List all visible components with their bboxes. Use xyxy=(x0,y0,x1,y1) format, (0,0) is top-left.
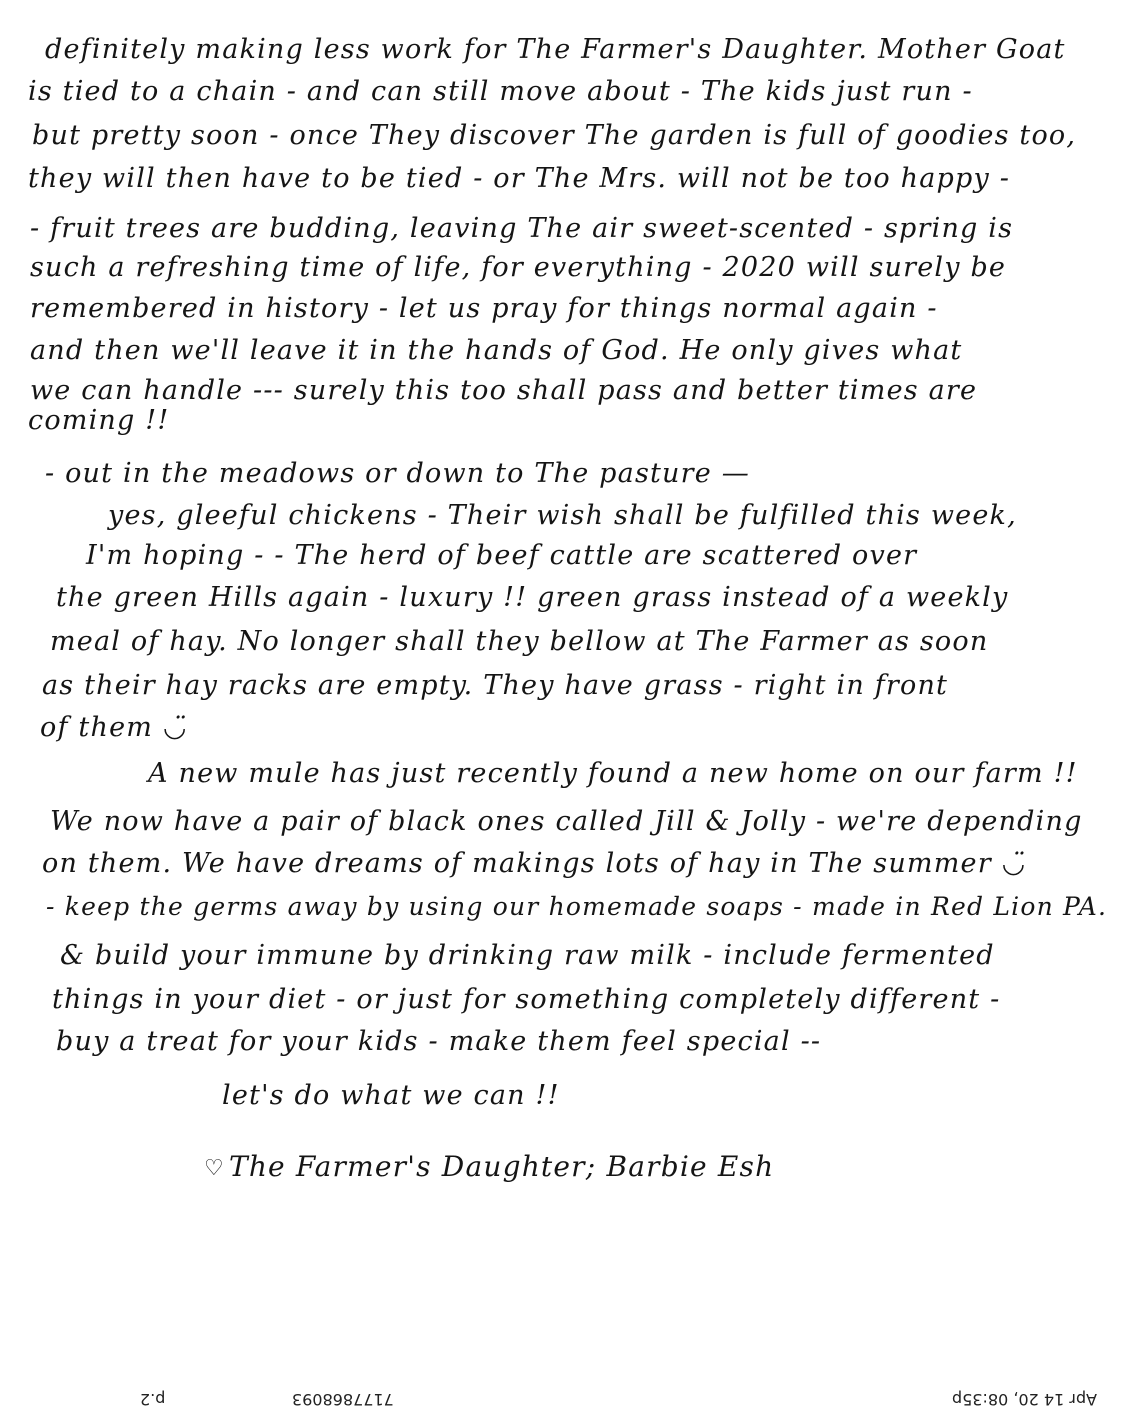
fax-phone-number: 7177868093 xyxy=(292,1390,394,1409)
letter-line: but pretty soon - once They discover The garden is full of goodies too, xyxy=(32,120,1077,151)
letter-line: things in your diet - or just for something completely different - xyxy=(52,984,1001,1015)
letter-line: such a refreshing time of life, for everything - 2020 will surely be xyxy=(30,252,1007,283)
letter-line: coming !! xyxy=(28,405,170,436)
letter-line: yes, gleeful chickens - Their wish shall be fulfilled this week, xyxy=(108,500,1017,531)
letter-line: - keep the germs away by using our homemade soaps - made in Red Lion PA. xyxy=(46,892,1108,921)
letter-line: they will then have to be tied - or The Mrs. will not be too happy - xyxy=(28,163,1011,194)
letter-line: meal of hay. No longer shall they bellow at The Farmer as soon xyxy=(50,626,989,657)
letter-line: I'm hoping - - The herd of beef cattle are scattered over xyxy=(86,540,918,571)
letter-line: definitely making less work for The Farmer's Daughter. Mother Goat xyxy=(45,34,1066,65)
letter-line: the green Hills again - luxury !! green grass instead of a weekly xyxy=(56,582,1009,613)
letter-line: as their hay racks are empty. They have grass - right in front xyxy=(42,670,949,701)
letter-line: & build your immune by drinking raw milk - include fermented xyxy=(60,940,995,971)
letter-line: and then we'll leave it in the hands of God. He only gives what xyxy=(30,335,963,366)
letter-line: We now have a pair of black ones called Jill & Jolly - we're depending xyxy=(50,806,1083,837)
signature xyxy=(204,1150,774,1183)
fax-page-number: p.2 xyxy=(140,1390,166,1409)
heart-icon: ♡ xyxy=(204,1156,225,1181)
letter-line: on them. We have dreams of makings lots of hay in The summer ◡̈ xyxy=(42,848,1027,879)
letter-line: buy a treat for your kids - make them feel special -- xyxy=(56,1026,822,1057)
closing-line: let's do what we can !! xyxy=(222,1080,560,1111)
letter-line: - out in the meadows or down to The pasture — xyxy=(45,458,750,489)
signature-text: The Farmer's Daughter; Barbie Esh xyxy=(228,1150,775,1183)
letter-line: we can handle --- surely this too shall pass and better times are xyxy=(30,375,978,406)
letter-line: of them ◡̈ xyxy=(40,712,188,743)
letter-line: remembered in history - let us pray for things normal again - xyxy=(30,293,938,324)
letter-line: A new mule has just recently found a new home on our farm !! xyxy=(148,758,1078,789)
letter-line: - fruit trees are budding, leaving The air sweet-scented - spring is xyxy=(30,213,1014,244)
letter-line: is tied to a chain - and can still move about - The kids just run - xyxy=(28,76,973,107)
fax-timestamp: Apr 14 20, 08:35p xyxy=(952,1390,1098,1409)
